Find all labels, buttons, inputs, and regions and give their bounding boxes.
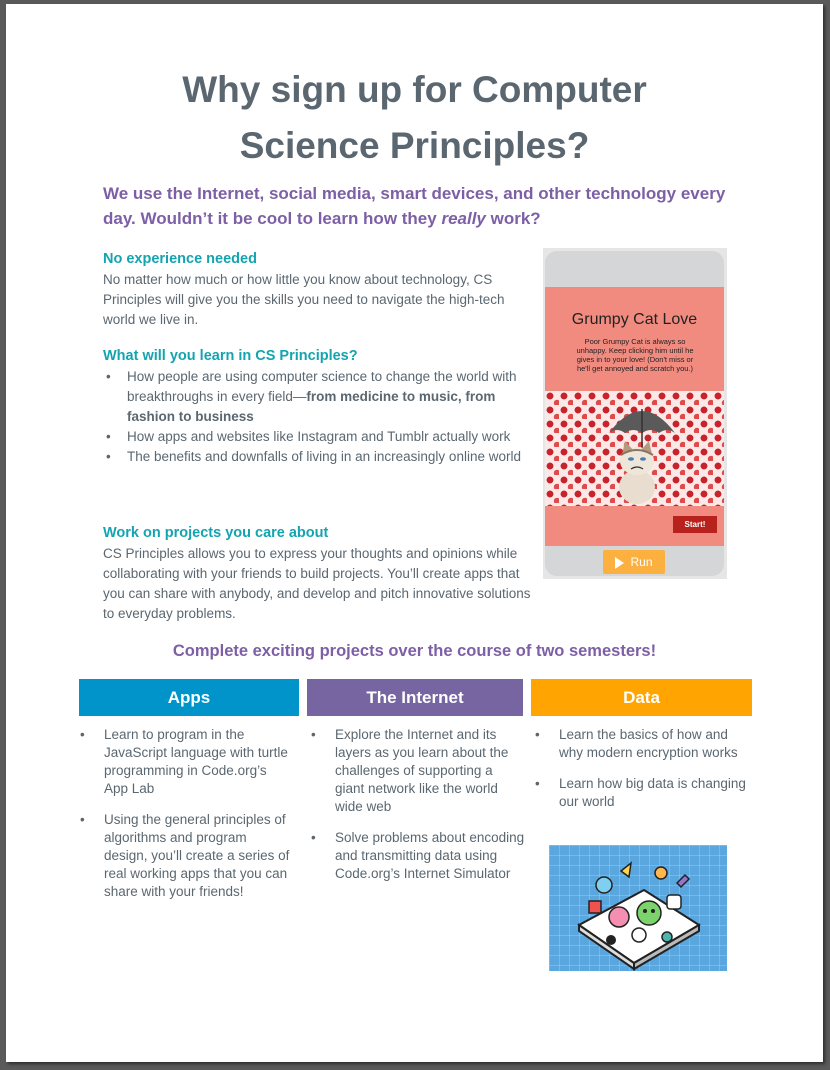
app-footer-panel bbox=[545, 506, 724, 546]
page-title-line-1: Why sign up for Computer bbox=[182, 69, 647, 110]
data-list bbox=[534, 726, 746, 824]
list-item: • The benefits and downfalls of living in an increasingly online world bbox=[103, 447, 523, 467]
list-item: • Learn to program in the JavaScript language with turtle programming in Code.org’s App Lab bbox=[79, 726, 291, 798]
intro-emphasis: really bbox=[441, 209, 486, 228]
learn-list bbox=[103, 367, 523, 467]
list-item: • Explore the Internet and its layers as you learn about the challenges of supporting a giant network like the world wide web bbox=[310, 726, 525, 816]
app-header-panel bbox=[545, 287, 724, 391]
heading-work-on-projects: Work on projects you care about bbox=[103, 525, 329, 541]
intro-part-1: We use the Internet, social media, smart devices, and other technology every day. Wouldn’t it be cool to learn how they bbox=[103, 184, 726, 228]
list-item: • Using the general principles of algorithms and program design, you’ll create a series of real working apps that you can share with your friends! bbox=[79, 811, 291, 901]
projects-heading: Complete exciting projects over the course of two semesters! bbox=[172, 642, 657, 660]
heading-no-experience: No experience needed bbox=[103, 251, 257, 267]
list-item: • How apps and websites like Instagram and Tumblr actually work bbox=[103, 427, 523, 447]
play-icon bbox=[615, 557, 624, 569]
run-button[interactable] bbox=[603, 550, 665, 574]
work-on-projects-body: CS Principles allows you to express your thoughts and opinions while collaborating with your friends to build projects. You’ll create apps that you can share with anybody, and develop and pitch innovative solutions to everyday problems. bbox=[103, 546, 531, 621]
data-illustration bbox=[549, 845, 727, 971]
internet-list bbox=[310, 726, 525, 896]
apps-list bbox=[79, 726, 291, 914]
column-header-internet: The Internet bbox=[307, 679, 523, 716]
app-description: Poor Grumpy Cat is always so unhappy. Keep clicking him until he gives in to your love! (Don't miss or he'll get annoyed and scratch you.) bbox=[576, 337, 694, 373]
column-header-data: Data bbox=[531, 679, 752, 716]
learn-item-1-text: How people are using computer science to change the world with breakthroughs in every field— bbox=[127, 369, 517, 404]
column-header-apps: Apps bbox=[79, 679, 299, 716]
intro-part-2: work? bbox=[485, 209, 541, 228]
learn-item-1-bold: from medicine to music, from fashion to business bbox=[127, 389, 496, 424]
list-item: • Solve problems about encoding and transmitting data using Code.org’s Internet Simulator bbox=[310, 829, 525, 883]
phone-app-mockup bbox=[543, 248, 727, 579]
page-title bbox=[6, 62, 823, 174]
heading-what-will-you-learn: What will you learn in CS Principles? bbox=[103, 348, 358, 364]
phone-icons-illustration bbox=[549, 845, 727, 971]
page-title-line-2: Science Principles? bbox=[239, 125, 590, 166]
list-item bbox=[103, 367, 523, 427]
list-item: • Learn the basics of how and why modern encryption works bbox=[534, 726, 746, 762]
no-experience-body: No matter how much or how little you know about technology, CS Principles will give you the skills you need to navigate the high-tech world we live in. bbox=[103, 272, 505, 327]
document-page bbox=[6, 4, 823, 1062]
run-button-label: Run bbox=[630, 555, 653, 569]
hearts-background bbox=[545, 391, 724, 506]
start-button[interactable]: Start! bbox=[673, 516, 717, 533]
list-item: • Learn how big data is changing our world bbox=[534, 775, 746, 811]
intro-text bbox=[103, 181, 743, 231]
grumpy-cat-umbrella-illustration bbox=[607, 395, 677, 505]
app-title: Grumpy Cat Love bbox=[571, 311, 698, 328]
